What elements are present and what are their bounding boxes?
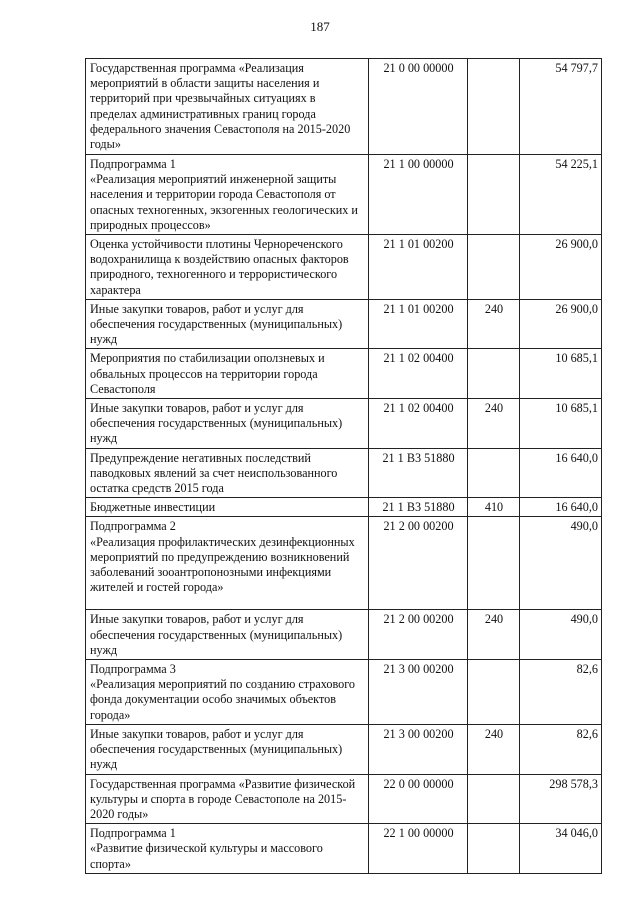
row-name: Государственная программа «Развитие физической культуры и спорта в городе Севастополе на 2015-2020 годы»: [86, 774, 369, 824]
row-kind: 240: [468, 724, 520, 774]
budget-table: [85, 58, 602, 874]
row-name: Предупреждение негативных последствий паводковых явлений за счет неиспользованного остатка средств 2015 года: [86, 448, 369, 498]
row-name: Подпрограмма 1 «Развитие физической культуры и массового спорта»: [86, 824, 369, 874]
row-sum: 54 225,1: [520, 155, 602, 235]
row-name: Подпрограмма 3 «Реализация мероприятий по созданию страхового фонда документации особо значимых объектов города»: [86, 660, 369, 725]
table-row: [86, 59, 602, 155]
table-row: [86, 660, 602, 725]
row-code: 21 1 В3 51880: [369, 448, 468, 498]
row-code: 22 0 00 00000: [369, 774, 468, 824]
row-name: Бюджетные инвестиции: [86, 498, 369, 517]
table-row: [86, 235, 602, 300]
page-number: 187: [310, 19, 330, 34]
row-code: 21 2 00 00200: [369, 517, 468, 610]
row-sum: 54 797,7: [520, 59, 602, 155]
row-code: 22 1 00 00000: [369, 824, 468, 874]
row-name: Подпрограмма 1 «Реализация мероприятий инженерной защиты населения и территории города Севастополя от опасных техногенных, экзогенных геологических и природных процессов»: [86, 155, 369, 235]
table-row: [86, 724, 602, 774]
row-code: 21 2 00 00200: [369, 610, 468, 660]
table-row: [86, 399, 602, 449]
row-sum: 10 685,1: [520, 399, 602, 449]
row-code: 21 3 00 00200: [369, 724, 468, 774]
row-kind: [468, 824, 520, 874]
row-kind: 240: [468, 399, 520, 449]
table-row: [86, 448, 602, 498]
table-row: [86, 299, 602, 349]
row-sum: 10 685,1: [520, 349, 602, 399]
row-kind: 410: [468, 498, 520, 517]
table-row: [86, 349, 602, 399]
row-name: Государственная программа «Реализация мероприятий в области защиты населения и территорий при чрезвычайных ситуациях в пределах административных границ города федерального значения Севастополя на 2015-2020 годы»: [86, 59, 369, 155]
row-code: 21 1 02 00400: [369, 349, 468, 399]
row-sum: 26 900,0: [520, 299, 602, 349]
row-sum: 490,0: [520, 517, 602, 610]
row-name: Иные закупки товаров, работ и услуг для обеспечения государственных (муниципальных) нужд: [86, 724, 369, 774]
row-name: Иные закупки товаров, работ и услуг для обеспечения государственных (муниципальных) нужд: [86, 610, 369, 660]
row-sum: 298 578,3: [520, 774, 602, 824]
row-kind: 240: [468, 610, 520, 660]
row-code: 21 1 01 00200: [369, 299, 468, 349]
row-sum: 82,6: [520, 724, 602, 774]
budget-table-body: [86, 59, 602, 874]
row-code: 21 1 02 00400: [369, 399, 468, 449]
row-kind: [468, 59, 520, 155]
row-code: 21 1 00 00000: [369, 155, 468, 235]
row-name: Иные закупки товаров, работ и услуг для обеспечения государственных (муниципальных) нужд: [86, 399, 369, 449]
row-kind: [468, 660, 520, 725]
row-sum: 16 640,0: [520, 448, 602, 498]
row-name: Мероприятия по стабилизации оползневых и обвальных процессов на территории города Севастополя: [86, 349, 369, 399]
table-row: [86, 498, 602, 517]
row-code: 21 3 00 00200: [369, 660, 468, 725]
row-kind: [468, 774, 520, 824]
row-code: 21 0 00 00000: [369, 59, 468, 155]
row-kind: [468, 235, 520, 300]
row-code: 21 1 В3 51880: [369, 498, 468, 517]
table-row: [86, 774, 602, 824]
table-row: [86, 824, 602, 874]
row-name: Подпрограмма 2 «Реализация профилактических дезинфекционных мероприятий по предупреждению возникновений заболеваний зооантропонозными инфекциями жителей и гостей города»: [86, 517, 369, 610]
row-code: 21 1 01 00200: [369, 235, 468, 300]
row-kind: [468, 517, 520, 610]
row-kind: [468, 155, 520, 235]
row-kind: 240: [468, 299, 520, 349]
table-row: [86, 155, 602, 235]
row-name: Оценка устойчивости плотины Чернореченского водохранилища к воздействию опасных факторов природного, техногенного и террористического характера: [86, 235, 369, 300]
table-row: [86, 610, 602, 660]
row-sum: 16 640,0: [520, 498, 602, 517]
row-sum: 26 900,0: [520, 235, 602, 300]
row-sum: 490,0: [520, 610, 602, 660]
row-name: Иные закупки товаров, работ и услуг для обеспечения государственных (муниципальных) нужд: [86, 299, 369, 349]
row-sum: 82,6: [520, 660, 602, 725]
table-row: [86, 517, 602, 610]
row-kind: [468, 349, 520, 399]
row-kind: [468, 448, 520, 498]
row-sum: 34 046,0: [520, 824, 602, 874]
